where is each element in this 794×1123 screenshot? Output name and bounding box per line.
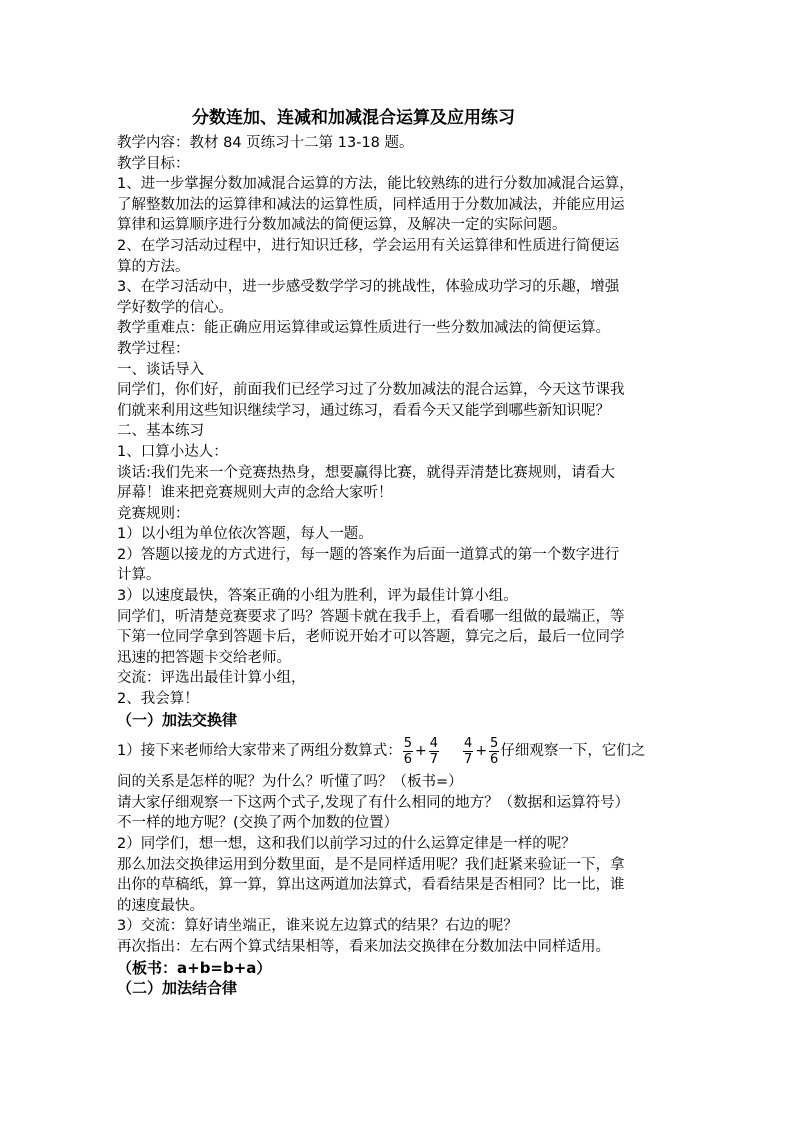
text-line: 那么加法交换律运用到分数里面，是不是同样适用呢？我们赶紧来验证一下，拿 xyxy=(117,856,625,873)
operator-plus-1: + xyxy=(415,743,427,760)
text-line: 教学过程： xyxy=(117,340,190,357)
text-line: 迅速的把答题卡交给老师。 xyxy=(117,649,291,666)
text-line: 3）以速度最快，答案正确的小组为胜利，评为最佳计算小组。 xyxy=(117,588,518,605)
document xyxy=(117,103,682,999)
text-line: 1）以小组为单位依次答题，每人一题。 xyxy=(117,526,373,543)
text-line: 下第一位同学拿到答题卡后，老师说开始才可以答题，算完之后，最后一位同学 xyxy=(117,629,625,646)
fraction-2b: $\frac{5}{6}$ xyxy=(490,735,499,767)
board-note: （板书：a+b=b+a） xyxy=(117,958,272,977)
operator-plus-2: + xyxy=(475,743,488,760)
text-line: 交流：评选出最佳计算小组， xyxy=(117,670,306,687)
text-line: 了解整数加法的运算律和减法的运算性质，同样适用于分数加减法，并能应用运 xyxy=(117,196,625,213)
text-line: 同学们，你们好，前面我们已经学习过了分数加减法的混合运算，今天这节课我 xyxy=(117,382,625,399)
text-line: 1、进一步掌握分数加减混合运算的方法，能比较熟练的进行分数加减混合运算， xyxy=(117,176,634,193)
text-line: 屏幕！谁来把竞赛规则大声的念给大家听！ xyxy=(117,485,393,502)
text-line: 2）答题以接龙的方式进行，每一题的答案作为后面一道算式的第一个数字进行 xyxy=(117,546,620,563)
text-line: 学好数学的信心。 xyxy=(117,299,233,316)
section-heading-commutative: （一）加法交换律 xyxy=(117,710,238,729)
text-line: 请大家仔细观察一下这两个式子,发现了有什么相同的地方？（数据和运算符号） xyxy=(117,794,630,811)
text-line: 教学目标： xyxy=(117,155,190,172)
text-line: 2、我会算！ xyxy=(117,691,199,708)
text-line: 3、在学习活动中，进一步感受数学学习的挑战性，体验成功学习的乐趣，增强 xyxy=(117,279,620,296)
text-line: 同学们，听清楚竞赛要求了吗？答题卡就在我手上，看看哪一组做的最端正，等 xyxy=(117,608,625,625)
formula-prefix: 1）接下来老师给大家带来了两组分数算式： xyxy=(117,743,402,760)
body-text-block-a xyxy=(117,133,682,710)
text-line: 教学重难点：能正确应用运算律或运算性质进行一些分数加减法的简便运算。 xyxy=(117,320,610,337)
text-line: 不一样的地方呢？(交换了两个加数的位置） xyxy=(117,815,399,832)
fraction-1a: $\frac{5}{6}$ xyxy=(403,735,413,767)
text-line: 的速度最快。 xyxy=(117,897,204,914)
text-line: 们就来利用这些知识继续学习，通过练习，看看今天又能学到哪些新知识呢？ xyxy=(117,402,610,419)
text-line: 再次指出：左右两个算式结果相等，看来加法交换律在分数加法中同样适用。 xyxy=(117,938,610,955)
text-line: 一、谈话导入 xyxy=(117,361,204,378)
text-line: 2）同学们，想一想，这和我们以前学习过的什么运算定律是一样的呢？ xyxy=(117,836,576,852)
text-line: 教学内容：教材 84 页练习十二第 13-18 题。 xyxy=(117,135,414,151)
text-line: 计算。 xyxy=(117,567,161,584)
formula-line xyxy=(117,730,682,772)
text-line: 二、基本练习 xyxy=(117,423,204,440)
section-heading-associative: （二）加法结合律 xyxy=(117,979,238,998)
text-line: 1、口算小达人： xyxy=(117,443,228,460)
text-line: 间的关系是怎样的呢？为什么？听懂了吗？（板书=） xyxy=(117,774,463,791)
fraction-2a: $\frac{4}{7}$ xyxy=(464,735,473,767)
body-text-block-b xyxy=(117,772,682,957)
text-line: 谈话:我们先来一个竞赛热热身，想要赢得比赛，就得弄清楚比赛规则，请看大 xyxy=(117,464,615,481)
text-line: 算的方法。 xyxy=(117,258,190,275)
text-line: 竞赛规则： xyxy=(117,505,190,522)
text-line: 算律和运算顺序进行分数加减法的简便运算，及解决一定的实际问题。 xyxy=(117,217,567,234)
text-line: 2、在学习活动过程中，进行知识迁移，学会运用有关运算律和性质进行简便运 xyxy=(117,237,620,254)
text-line: 3）交流：算好请坐端正，谁来说左边算式的结果？右边的呢？ xyxy=(117,918,518,935)
formula-suffix: 仔细观察一下，它们之 xyxy=(500,743,646,760)
fraction-1b: $\frac{4}{7}$ xyxy=(429,735,439,767)
document-title: 分数连加、连减和加减混合运算及应用练习 xyxy=(192,108,515,128)
text-line: 出你的草稿纸，算一算，算出这两道加法算式，看看结果是否相同？比一比，谁 xyxy=(117,877,625,894)
